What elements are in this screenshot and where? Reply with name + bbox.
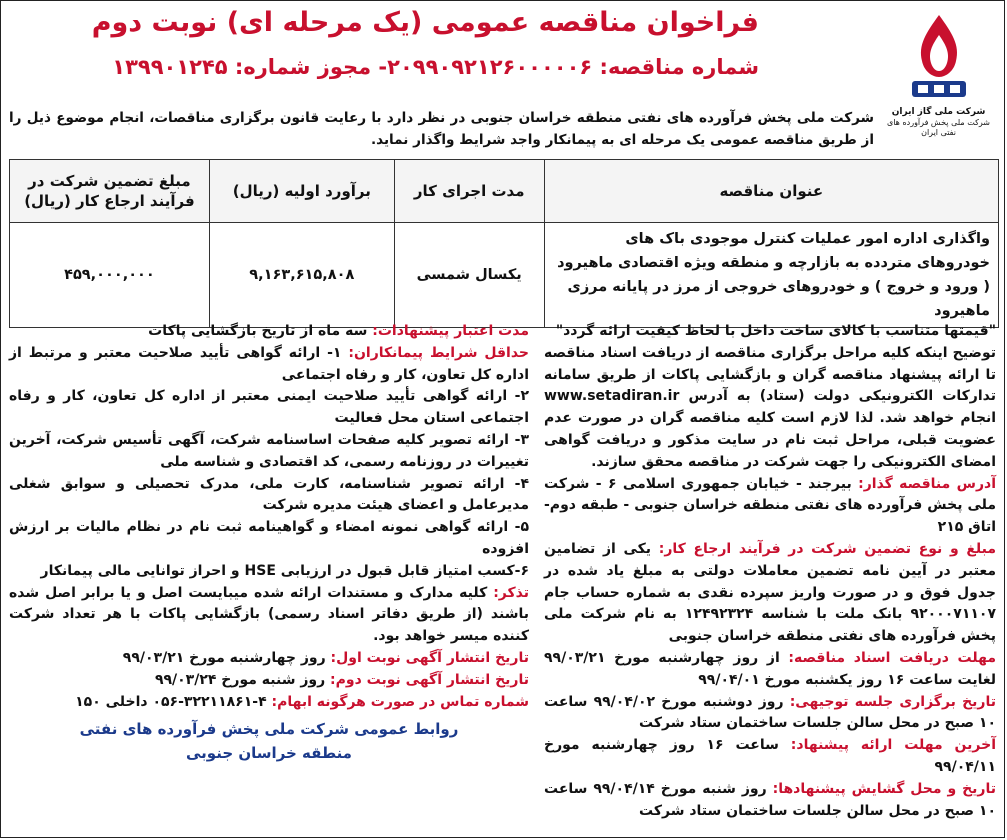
logo-text-1: شرکت ملی گاز ایران xyxy=(891,107,986,117)
meeting-text: روز دوشنبه مورخ ۹۹/۰۴/۰۲ ساعت ۱۰ صبح در محل سالن جلسات ساختمان ستاد شرکت xyxy=(544,693,996,732)
notice-title: فراخوان مناقصه عمومی (یک مرحله ای) نوبت دوم xyxy=(91,7,759,38)
note-text: کلیه مدارک و مستندات ارائه شده میبایست اصل و یا برابر اصل شده باشند (از طریق دفاتر اسناد رسمی) بازگشایی پاکات با هر تعداد شرکت کننده میسر خواهد بود. xyxy=(9,584,529,645)
left-column xyxy=(9,321,529,765)
address-label: آدرس مناقصه گذار: xyxy=(858,475,996,492)
opening-label: تاریخ و محل گشایش پیشنهادها: xyxy=(772,780,996,797)
contact-paragraph xyxy=(9,692,529,714)
signature-line-2: منطقه خراسان جنوبی xyxy=(186,744,352,763)
condition-5: ۵- ارائه گواهی نمونه امضاء و گواهینامه ثبت نام در نظام مالیات بر ارزش افزوده xyxy=(9,519,529,557)
cell-guarantee: ۴۵۹,۰۰۰,۰۰۰ xyxy=(10,223,210,328)
submit-label: آخرین مهلت ارائه پیشنهاد: xyxy=(790,737,997,754)
quality-note: "قیمتها متناسب با کالای ساخت داخل با لحاظ کیفیت ارائه گردد" xyxy=(555,323,996,339)
header-guarantee: مبلغ تضمین شرکت در فرآیند ارجاع کار (ریال) xyxy=(10,160,210,223)
contact-text: ۴-۳۲۲۱۱۸۶۱-۰۵۶ داخلی ۱۵۰ xyxy=(75,693,272,710)
meeting-label: تاریخ برگزاری جلسه توجیهی: xyxy=(789,693,996,710)
cell-estimate: ۹,۱۶۳,۶۱۵,۸۰۸ xyxy=(209,223,394,328)
contact-label: شماره تماس در صورت هرگونه ابهام: xyxy=(271,693,529,710)
deadline-docs-text: از روز چهارشنبه مورخ ۹۹/۰۳/۲۱ لغایت ساعت ۱۶ روز یکشنبه مورخ ۹۹/۰۴/۰۱ xyxy=(544,649,996,688)
condition-6: ۶-کسب امتیاز قابل قبول در ارزیابی HSE و احراز توانایی مالی پیمانکار xyxy=(40,562,529,579)
table-header-row xyxy=(10,160,999,223)
deadline-docs-paragraph xyxy=(544,648,996,692)
condition-4: ۴- ارائه تصویر شناسنامه، کارت ملی، مدرک تحصیلی و سوابق شغلی مدیرعامل و اعضای هیئت مدیره شرکت xyxy=(9,475,529,514)
public-relations-signature xyxy=(9,717,529,765)
opening-text: روز شنبه مورخ ۹۹/۰۴/۱۴ ساعت ۱۰ صبح در محل سالن جلسات ساختمان ستاد شرکت xyxy=(544,780,996,819)
address-text: بیرجند - خیابان جمهوری اسلامی ۶ - شرکت ملی پخش فرآورده های نفتی منطقه خراسان جنوبی - طبقه دوم- اتاق ۲۱۵ xyxy=(544,475,996,536)
table-row xyxy=(10,223,999,328)
pub1-text: روز چهارشنبه مورخ ۹۹/۰۳/۲۱ xyxy=(122,649,331,666)
deadline-docs-label: مهلت دریافت اسناد مناقصه: xyxy=(788,649,996,666)
header-duration: مدت اجرای کار xyxy=(394,160,544,223)
note-paragraph xyxy=(9,583,529,648)
notice-subtitle: شماره مناقصه: ۲۰۹۹۰۹۲۱۲۶۰۰۰۰۰۶- مجوز شماره: ۱۳۹۹۰۱۲۴۵ xyxy=(112,55,759,79)
condition-3: ۳- ارائه تصویر کلیه صفحات اساسنامه شرکت، آگهی تأسیس شرکت، آخرین تغییرات در روزنامه رسمی، کد اقتصادی و شناسه ملی xyxy=(9,431,529,470)
condition-2: ۲- ارائه گواهی تأیید صلاحیت ایمنی معتبر از اداره کل تعاون، کار و رفاه اجتماعی استان محل فعالیت xyxy=(9,388,529,427)
conditions-paragraph xyxy=(9,343,529,387)
right-column xyxy=(544,321,996,822)
pub1-label: تاریخ انتشار آگهی نوبت اول: xyxy=(330,649,529,666)
cell-duration: یکسال شمسی xyxy=(394,223,544,328)
opening-paragraph xyxy=(544,779,996,823)
validity-paragraph xyxy=(9,321,529,343)
submit-text: ساعت ۱۶ روز چهارشنبه مورخ ۹۹/۰۴/۱۱ xyxy=(544,737,996,775)
meeting-paragraph xyxy=(544,692,996,736)
submit-paragraph xyxy=(544,735,996,779)
note-label: تذکر: xyxy=(493,584,529,601)
flame-logo-icon xyxy=(904,11,974,103)
guarantee-label: مبلغ و نوع تضمین شرکت در فرآیند ارجاع کار: xyxy=(658,540,996,557)
validity-label: مدت اعتبار پیشنهادات: xyxy=(372,323,529,339)
guarantee-paragraph xyxy=(544,539,996,648)
cell-subject: واگذاری اداره امور عملیات کنترل موجودی باک های خودروهای متردده به بازارچه و منطقه ویژه اقتصادی ماهیرود ( ورود و خروج ) و خودروهای خروجی از مرز در پایانه مرزی ماهیرود xyxy=(544,223,998,328)
header-estimate: برآورد اولیه (ریال) xyxy=(209,160,394,223)
intro-paragraph: شرکت ملی پخش فرآورده های نفتی منطقه خراسان جنوبی در نظر دارد با رعایت قانون برگزاری مناقصات، انجام موضوع ذیل را از طریق مناقصه عمومی یک مرحله ای به پیمانکار واجد شرایط واگذار نماید. xyxy=(9,110,874,148)
validity-text: سه ماه از تاریخ بازگشایی پاکات xyxy=(148,323,373,339)
conditions-label: حداقل شرایط پیمانکاران: xyxy=(348,344,530,361)
condition-1: ۱- ارائه گواهی تأیید صلاحیت معتبر و مرتبط از اداره کل تعاون، کار و رفاه اجتماعی xyxy=(9,344,529,383)
header-subject: عنوان مناقصه xyxy=(544,160,998,223)
pub2-label: تاریخ انتشار آگهی نوبت دوم: xyxy=(330,671,529,688)
setad-note: توضیح اینکه کلیه مراحل برگزاری مناقصه از دریافت اسناد مناقصه تا ارائه پیشنهاد مناقصه گران و بازگشایی پاکات از طریق سامانه تدارکات الکترونیکی دولت (ستاد) به آدرس www.setadiran.ir انجام خواهد شد. لذا لازم است کلیه مناقصه گران در صورت عدم عضویت قبلی، مراحل ثبت نام در سایت مذکور و دریافت گواهی امضای الکترونیکی را جهت شرکت در مناقصه محقق سازند. xyxy=(544,344,996,470)
tender-table xyxy=(9,159,999,328)
signature-line-1: روابط عمومی شرکت ملی پخش فرآورده های نفتی xyxy=(79,720,459,739)
pub2-text: روز شنبه مورخ ۹۹/۰۳/۲۴ xyxy=(154,671,331,688)
logo-text-2: شرکت ملی پخش فرآورده های نفتی ایران xyxy=(886,118,990,137)
company-logo xyxy=(881,11,996,151)
guarantee-text: یکی از تضامین معتبر در آیین نامه تضمین معاملات دولتی به مبلغ یاد شده در جدول فوق و در صورت واریز سپرده نقدی به شماره حساب جام ۹۲۰۰۰۷۱۱۰۷ بانک ملت با شناسه ۱۲۴۹۲۳۲۴ به نام شرکت ملی پخش فرآورده های نفتی منطقه خراسان جنوبی xyxy=(544,540,996,645)
notice-body xyxy=(9,321,996,831)
pub2-paragraph xyxy=(9,670,529,692)
address-paragraph xyxy=(544,474,996,539)
pub1-paragraph xyxy=(9,648,529,670)
